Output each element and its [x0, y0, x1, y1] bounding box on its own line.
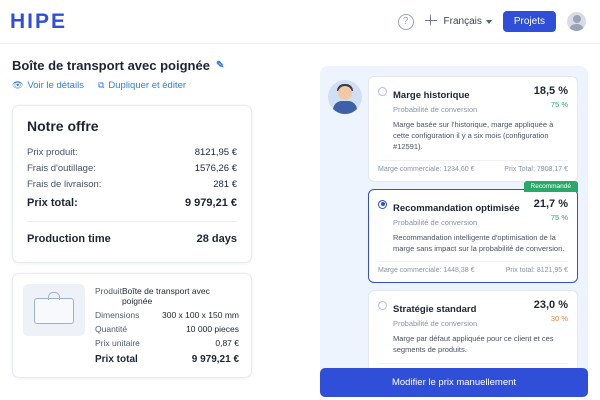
option-subtitle: Probabilité de conversion: [393, 319, 478, 329]
recommended-badge: Recommandé: [524, 181, 578, 192]
label: Frais de livraison:: [27, 178, 102, 190]
modify-price-manually-button[interactable]: Modifier le prix manuellement: [320, 368, 588, 397]
globe-icon: [425, 14, 440, 29]
option-margin-pct: 18,5 %: [533, 85, 568, 97]
label: Production time: [27, 233, 111, 245]
option-header: [378, 198, 568, 227]
option-conversion-prob: 75 %: [550, 212, 568, 222]
radio-icon[interactable]: [378, 87, 387, 96]
label: Prix total: [95, 353, 138, 365]
offer-row-product-price: [27, 144, 237, 160]
option-header: [378, 299, 568, 328]
label: Prix total:: [27, 197, 78, 209]
pricing-options-list: [368, 76, 578, 385]
option-main: [393, 85, 528, 114]
language-selector[interactable]: [425, 14, 492, 29]
radio-icon[interactable]: [378, 200, 387, 209]
offer-row-production-time: [27, 231, 237, 248]
option-figures: [534, 85, 568, 109]
radio-icon[interactable]: [378, 301, 387, 310]
product-details: [95, 284, 239, 367]
label: Quantité: [95, 323, 128, 334]
option-margin-pct: 23,0 %: [533, 299, 568, 312]
option-margin-pct: 21,7 %: [533, 197, 568, 210]
option-description: Recommandation intelligente d'optimisation de la marge sans impact sur la probabilité de conversion.: [393, 232, 565, 253]
advisor-avatar-icon: [328, 80, 362, 114]
offer-row-tooling-fee: [27, 160, 237, 176]
option-name: Recommandation optimisée: [393, 202, 520, 214]
option-total-price: Prix Total: 7908,17 €: [504, 165, 568, 173]
option-marge-historique[interactable]: [368, 76, 578, 182]
recommendation-panel: [320, 66, 588, 397]
product-row-name: [95, 284, 239, 308]
offer-row-delivery-fee: [27, 176, 237, 192]
pencil-icon[interactable]: ✎: [215, 60, 225, 71]
view-details-label: Voir le détails: [27, 80, 84, 91]
value: 9 979,21 €: [191, 353, 239, 365]
option-conversion-prob: 75 %: [550, 100, 568, 109]
option-total-price: Prix total: 8121,95 €: [505, 267, 568, 275]
option-description: Marge par défaut appliquée pour ce client et ces segments de produits.: [393, 334, 554, 355]
view-details-action[interactable]: [12, 80, 84, 91]
option-footer: [378, 160, 568, 173]
product-card: [12, 273, 252, 378]
option-conversion-prob: 30 %: [550, 314, 568, 324]
language-label: Français: [443, 16, 482, 27]
option-figures: [534, 198, 568, 222]
product-row-dimensions: [95, 308, 239, 322]
option-subtitle: Probabilité de conversion: [393, 105, 478, 114]
product-row-unit-price: [95, 336, 239, 350]
value: 300 x 100 x 150 mm: [161, 309, 239, 320]
value: 0,87 €: [215, 337, 239, 348]
divider: [27, 221, 237, 222]
offer-card: [12, 105, 252, 263]
option-recommandation-optimisee[interactable]: [368, 182, 578, 284]
projects-button[interactable]: Projets: [503, 11, 556, 32]
left-column: [12, 105, 252, 378]
option-name: Marge historique: [393, 90, 470, 101]
label: Prix produit:: [27, 146, 78, 158]
header-actions: [398, 11, 586, 32]
option-subtitle: Probabilité de conversion: [393, 217, 478, 227]
option-header: [378, 85, 568, 114]
value: 10 000 pieces: [186, 323, 239, 334]
product-row-total: [95, 350, 239, 367]
option-name: Stratégie standard: [393, 304, 477, 316]
duplicate-edit-action[interactable]: [98, 80, 186, 91]
duplicate-edit-label: Dupliquer et éditer: [108, 80, 187, 91]
chevron-down-icon: [486, 20, 492, 24]
top-header: [0, 0, 600, 44]
question-mark-icon[interactable]: ?: [398, 14, 414, 30]
value: 281 €: [213, 178, 237, 190]
value: 28 days: [196, 233, 237, 245]
option-main: [393, 299, 528, 328]
value: Boîte de transport avec poignée: [121, 285, 210, 306]
copy-icon: ⧉: [97, 80, 105, 90]
eye-icon: 👁: [12, 80, 24, 90]
value: 1576,26 €: [194, 162, 237, 174]
option-footer: [378, 261, 568, 274]
label: Prix unitaire: [95, 337, 140, 348]
offer-heading: Notre offre: [27, 118, 99, 134]
label: Produit: [95, 285, 122, 296]
label: Frais d'outillage:: [27, 162, 96, 174]
app-logo[interactable]: HIPE: [10, 9, 68, 33]
offer-row-total: [27, 192, 237, 212]
value: 9 979,21 €: [185, 197, 237, 209]
option-main: [393, 198, 528, 227]
product-box-icon: [23, 284, 85, 336]
option-commercial-margin: Marge commerciale: 1448,38 €: [378, 267, 475, 275]
option-figures: [534, 299, 568, 323]
option-commercial-margin: Marge commerciale: 1234,60 €: [378, 165, 475, 173]
option-description: Marge basée sur l'historique, marge appliquée à cette configuration il y a six mois (configuration #12591).: [393, 120, 554, 151]
label: Dimensions: [95, 309, 140, 320]
value: 8121,95 €: [194, 146, 237, 158]
product-row-quantity: [95, 322, 239, 336]
avatar[interactable]: [567, 12, 586, 31]
page-title-text: Boîte de transport avec poignée: [12, 58, 210, 73]
